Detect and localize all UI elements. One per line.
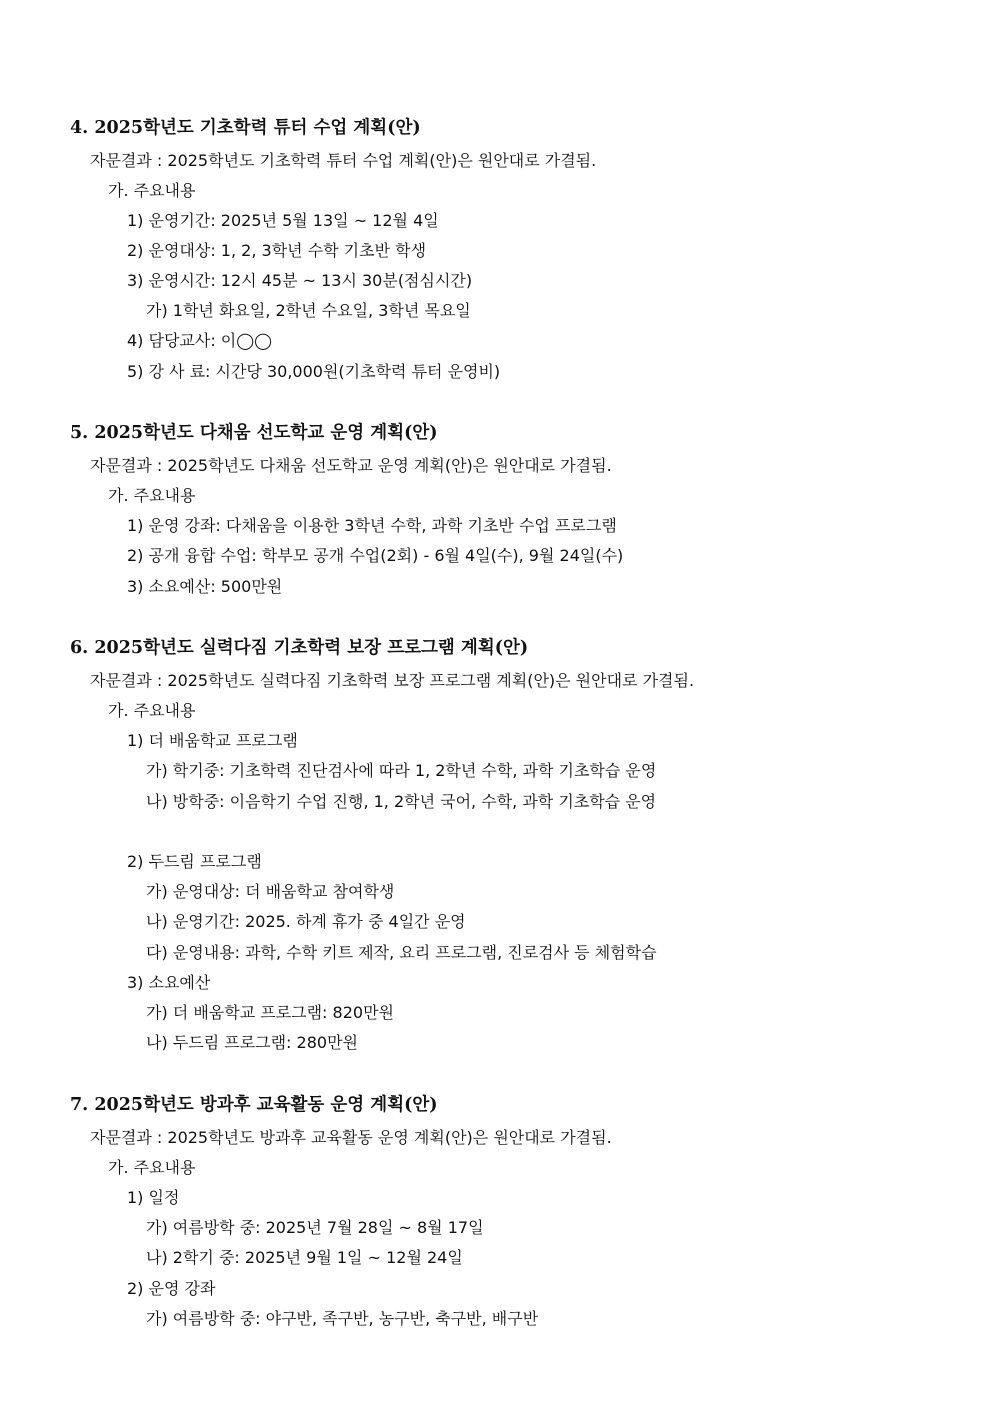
- list-item: 2) 운영 강좌: [127, 1279, 216, 1298]
- list-subitem: 가) 1학년 화요일, 2학년 수요일, 3학년 목요일: [146, 301, 471, 320]
- section-subheading: 가. 주요내용: [108, 701, 196, 720]
- list-item: 2) 운영대상: 1, 2, 3학년 수학 기초반 학생: [127, 241, 427, 260]
- list-item: 1) 운영 강좌: 다채움을 이용한 3학년 수학, 과학 기초반 수업 프로그램: [127, 516, 617, 535]
- list-subitem: 나) 두드림 프로그램: 280만원: [146, 1033, 358, 1052]
- list-subitem: 가) 더 배움학교 프로그램: 820만원: [146, 1003, 394, 1022]
- section-result: 자문결과 : 2025학년도 실력다짐 기초학력 보장 프로그램 계획(안)은 원안대로 가결됨.: [90, 671, 695, 690]
- section-title: 4. 2025학년도 기초학력 튜터 수업 계획(안): [70, 118, 421, 138]
- list-subitem: 가) 학기중: 기초학력 진단검사에 따라 1, 2학년 수학, 과학 기초학습 운영: [146, 761, 657, 780]
- section-result: 자문결과 : 2025학년도 다채움 선도학교 운영 계획(안)은 원안대로 가결됨.: [90, 456, 612, 475]
- section-subheading: 가. 주요내용: [108, 1158, 196, 1177]
- list-item: 3) 소요예산: 500만원: [127, 577, 283, 596]
- list-item: 1) 운영기간: 2025년 5월 13일 ~ 12월 4일: [127, 211, 439, 230]
- list-item: 4) 담당교사: 이◯◯: [127, 331, 273, 350]
- list-item: 2) 두드림 프로그램: [127, 852, 262, 871]
- list-subitem: 가) 운영대상: 더 배움학교 참여학생: [146, 882, 395, 901]
- section-result: 자문결과 : 2025학년도 방과후 교육활동 운영 계획(안)은 원안대로 가결됨.: [90, 1128, 612, 1147]
- section-title: 5. 2025학년도 다채움 선도학교 운영 계획(안): [70, 423, 438, 443]
- section-subheading: 가. 주요내용: [108, 181, 196, 200]
- list-item: 3) 소요예산: [127, 973, 211, 992]
- list-item: 1) 일정: [127, 1188, 180, 1207]
- list-subitem: 나) 운영기간: 2025. 하계 휴가 중 4일간 운영: [146, 912, 466, 931]
- section-result: 자문결과 : 2025학년도 기초학력 튜터 수업 계획(안)은 원안대로 가결됨.: [90, 151, 597, 170]
- list-subitem: 나) 2학기 중: 2025년 9월 1일 ~ 12월 24일: [146, 1248, 463, 1267]
- list-subitem: 다) 운영내용: 과학, 수학 키트 제작, 요리 프로그램, 진로검사 등 체험학습: [146, 943, 657, 962]
- list-item: 5) 강 사 료: 시간당 30,000원(기초학력 튜터 운영비): [127, 362, 501, 381]
- list-item: 2) 공개 융합 수업: 학부모 공개 수업(2회) - 6월 4일(수), 9월 24일(수): [127, 546, 624, 565]
- section-subheading: 가. 주요내용: [108, 486, 196, 505]
- section-title: 6. 2025학년도 실력다짐 기초학력 보장 프로그램 계획(안): [70, 638, 529, 658]
- list-item: 1) 더 배움학교 프로그램: [127, 731, 298, 750]
- list-item: 3) 운영시간: 12시 45분 ~ 13시 30분(점심시간): [127, 271, 473, 290]
- list-subitem: 나) 방학중: 이음학기 수업 진행, 1, 2학년 국어, 수학, 과학 기초학습 운영: [146, 792, 657, 811]
- section-title: 7. 2025학년도 방과후 교육활동 운영 계획(안): [70, 1095, 438, 1115]
- list-subitem: 가) 여름방학 중: 2025년 7월 28일 ~ 8월 17일: [146, 1218, 484, 1237]
- list-subitem: 가) 여름방학 중: 야구반, 족구반, 농구반, 축구반, 배구반: [146, 1309, 539, 1328]
